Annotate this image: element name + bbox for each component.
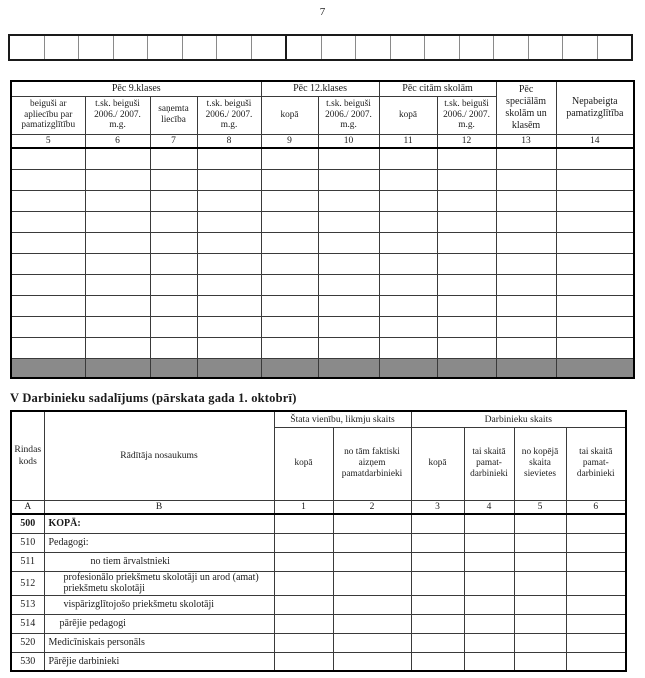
subheader-sanemta-lieciba: saņemta liecība — [150, 96, 197, 134]
table1-summary-cell — [496, 358, 556, 378]
table1-empty-cell — [379, 169, 437, 190]
col-number: 7 — [150, 134, 197, 148]
row-code: 530 — [11, 652, 44, 671]
table2-empty-cell — [464, 552, 514, 571]
table1-summary-cell — [318, 358, 379, 378]
table1-empty-cell — [150, 190, 197, 211]
table1-empty-cell — [150, 274, 197, 295]
col-index: 3 — [411, 500, 464, 514]
code-box-cell — [183, 36, 218, 59]
table1-empty-cell — [496, 295, 556, 316]
table2-row-500 — [11, 514, 626, 533]
table2-empty-cell — [411, 533, 464, 552]
code-box-cell — [598, 36, 632, 59]
row-label: pārējie pedagogi — [44, 614, 274, 633]
row-code: 520 — [11, 633, 44, 652]
table1-empty-cell — [11, 274, 85, 295]
table1-empty-cell — [318, 316, 379, 337]
subheader-kopa-staff: kopā — [274, 427, 333, 500]
table1-empty-cell — [379, 190, 437, 211]
table1-empty-cell — [261, 316, 318, 337]
table1-empty-cell — [11, 211, 85, 232]
table2-empty-cell — [566, 633, 626, 652]
table1-empty-cell — [437, 232, 496, 253]
table2-row-511 — [11, 552, 626, 571]
table2-empty-cell — [333, 595, 411, 614]
table1-empty-cell — [85, 190, 150, 211]
table2-empty-cell — [514, 595, 566, 614]
col-index: 6 — [566, 500, 626, 514]
table1-empty-cell — [496, 148, 556, 169]
table1-empty-cell — [496, 211, 556, 232]
table1-empty-row — [11, 316, 634, 337]
table1-empty-cell — [556, 274, 634, 295]
table1-empty-cell — [318, 232, 379, 253]
table1-empty-cell — [318, 190, 379, 211]
table2-empty-cell — [274, 614, 333, 633]
row-code: 500 — [11, 514, 44, 533]
table1-summary-cell — [85, 358, 150, 378]
table2-group-header-row — [11, 411, 626, 427]
table1-empty-cell — [379, 211, 437, 232]
table1-empty-row — [11, 211, 634, 232]
table2-empty-cell — [333, 533, 411, 552]
table1-empty-row — [11, 232, 634, 253]
table1-empty-cell — [437, 169, 496, 190]
table2-empty-cell — [566, 652, 626, 671]
table2-empty-cell — [464, 533, 514, 552]
table2-empty-cell — [411, 595, 464, 614]
table1-empty-cell — [261, 274, 318, 295]
table2-empty-cell — [514, 533, 566, 552]
table1-empty-cell — [11, 316, 85, 337]
table1-empty-cell — [437, 337, 496, 358]
row-label: profesionālo priekšmetu skolotāji un arod (amat) priekšmetu skolotāji — [44, 571, 274, 595]
col-number: 12 — [437, 134, 496, 148]
table1-empty-cell — [85, 169, 150, 190]
table1-empty-cell — [496, 274, 556, 295]
col-number: 11 — [379, 134, 437, 148]
table1-empty-cell — [150, 148, 197, 169]
table1-empty-cell — [437, 253, 496, 274]
table1-summary-cell — [150, 358, 197, 378]
table1-empty-cell — [261, 295, 318, 316]
table1-empty-cell — [85, 211, 150, 232]
table2-empty-cell — [411, 552, 464, 571]
table1-summary-cell — [437, 358, 496, 378]
table2-empty-cell — [274, 533, 333, 552]
section-title: V Darbinieku sadalījums (pārskata gada 1. oktobrī) — [10, 391, 297, 405]
table1-empty-cell — [197, 316, 261, 337]
code-box-cell — [114, 36, 149, 59]
row-label: no tiem ārvalstnieki — [44, 552, 274, 571]
row-label: vispārizglītojošo priekšmetu skolotāji — [44, 595, 274, 614]
table2-empty-cell — [333, 652, 411, 671]
table1-empty-cell — [556, 169, 634, 190]
row-label: Medicīniskais personāls — [44, 633, 274, 652]
group-darbinieku-skaits: Darbinieku skaits — [411, 411, 626, 427]
subheader-tsk-beigusi-2: t.sk. beiguši 2006./ 2007. m.g. — [197, 96, 261, 134]
table1-empty-cell — [318, 274, 379, 295]
table2-empty-cell — [411, 614, 464, 633]
table2-empty-cell — [464, 633, 514, 652]
table1-empty-cell — [85, 274, 150, 295]
table1-empty-cell — [261, 211, 318, 232]
col-index: A — [11, 500, 44, 514]
table1-empty-cell — [150, 232, 197, 253]
table1-empty-cell — [496, 316, 556, 337]
table2-empty-cell — [274, 514, 333, 533]
group-pec-9-klases: Pēc 9.klases — [11, 81, 261, 96]
table2-empty-cell — [464, 571, 514, 595]
table2-row-512 — [11, 571, 626, 595]
table1-empty-cell — [261, 190, 318, 211]
table2-empty-cell — [566, 614, 626, 633]
table1-empty-cell — [437, 295, 496, 316]
subheader-tai-skaita-pamat-1: tai skaitā pamat-darbinieki — [464, 427, 514, 500]
row-code: 512 — [11, 571, 44, 595]
col-number: 10 — [318, 134, 379, 148]
table1-empty-cell — [379, 274, 437, 295]
table1-empty-cell — [197, 232, 261, 253]
row-code: 514 — [11, 614, 44, 633]
table2-empty-cell — [274, 595, 333, 614]
table1-empty-cell — [556, 148, 634, 169]
table2-empty-cell — [566, 533, 626, 552]
col-index: 2 — [333, 500, 411, 514]
table1-empty-cell — [150, 253, 197, 274]
code-box-cell — [217, 36, 252, 59]
table1-empty-cell — [556, 295, 634, 316]
table2-empty-cell — [514, 571, 566, 595]
table1-empty-cell — [496, 190, 556, 211]
table2-empty-cell — [333, 614, 411, 633]
row-code: 510 — [11, 533, 44, 552]
table1-empty-row — [11, 169, 634, 190]
table2-empty-cell — [566, 571, 626, 595]
table2-empty-cell — [566, 514, 626, 533]
staff-table — [10, 410, 627, 672]
code-box-cell — [287, 36, 322, 59]
table2-empty-cell — [411, 571, 464, 595]
table1-summary-cell — [379, 358, 437, 378]
table1-empty-cell — [379, 316, 437, 337]
table1-empty-cell — [150, 316, 197, 337]
table2-empty-cell — [333, 633, 411, 652]
row-code: 513 — [11, 595, 44, 614]
col-number: 8 — [197, 134, 261, 148]
table1-empty-cell — [437, 316, 496, 337]
table1-empty-cell — [197, 274, 261, 295]
table2-empty-cell — [274, 571, 333, 595]
table2-empty-cell — [464, 595, 514, 614]
table1-empty-cell — [379, 232, 437, 253]
subheader-tsk-beigusi-3: t.sk. beiguši 2006./ 2007. m.g. — [318, 96, 379, 134]
group-pec-citam-skolam: Pēc citām skolām — [379, 81, 496, 96]
table1-summary-row — [11, 358, 634, 378]
table1-empty-cell — [556, 211, 634, 232]
table2-empty-cell — [566, 595, 626, 614]
table2-empty-cell — [464, 514, 514, 533]
table2-empty-cell — [514, 552, 566, 571]
subheader-no-tam-faktiski: no tām faktiski aizņem pamatdarbinieki — [333, 427, 411, 500]
table1-empty-cell — [496, 337, 556, 358]
table2-row-530 — [11, 652, 626, 671]
table1-empty-cell — [150, 295, 197, 316]
table1-empty-cell — [318, 148, 379, 169]
table1-empty-cell — [150, 211, 197, 232]
table1-empty-cell — [437, 211, 496, 232]
table2-index-row — [11, 500, 626, 514]
group-pec-12-klases: Pēc 12.klases — [261, 81, 379, 96]
table1-empty-cell — [261, 337, 318, 358]
table1-empty-cell — [556, 337, 634, 358]
col-number: 13 — [496, 134, 556, 148]
header-nepabeigta-pamatizglitiba: Nepabeigta pamatizglītība — [556, 81, 634, 134]
table1-empty-cell — [318, 169, 379, 190]
table2-row-520 — [11, 633, 626, 652]
col-number: 9 — [261, 134, 318, 148]
table1-empty-cell — [11, 295, 85, 316]
table1-empty-cell — [85, 253, 150, 274]
table2-empty-cell — [514, 633, 566, 652]
code-box-cell — [425, 36, 460, 59]
table2-empty-cell — [514, 652, 566, 671]
col-index: 5 — [514, 500, 566, 514]
code-box-cell — [460, 36, 495, 59]
table1-empty-cell — [318, 211, 379, 232]
code-boxes-row — [8, 34, 633, 61]
table1-empty-cell — [437, 274, 496, 295]
table1-empty-cell — [11, 169, 85, 190]
table1-empty-cell — [85, 148, 150, 169]
table2-body — [11, 514, 626, 671]
table1-empty-cell — [150, 169, 197, 190]
table1-empty-cell — [11, 253, 85, 274]
table1-summary-cell — [556, 358, 634, 378]
code-box-cell — [391, 36, 426, 59]
table1-summary-cell — [261, 358, 318, 378]
table2-empty-cell — [566, 552, 626, 571]
table1-empty-cell — [379, 337, 437, 358]
code-box-cell — [563, 36, 598, 59]
table2-empty-cell — [274, 652, 333, 671]
table1-empty-cell — [556, 190, 634, 211]
page-number: 7 — [319, 6, 326, 18]
table1-empty-cell — [318, 337, 379, 358]
col-index: 1 — [274, 500, 333, 514]
table1-empty-cell — [197, 337, 261, 358]
code-box-cell — [322, 36, 357, 59]
table1-empty-cell — [197, 253, 261, 274]
table1-empty-row — [11, 337, 634, 358]
table1-empty-row — [11, 148, 634, 169]
table1-empty-cell — [85, 232, 150, 253]
table1-empty-cell — [496, 253, 556, 274]
code-box-cell — [494, 36, 529, 59]
row-label: KOPĀ: — [44, 514, 274, 533]
table1-empty-cell — [261, 253, 318, 274]
table1-empty-cell — [85, 337, 150, 358]
table1-empty-cell — [197, 211, 261, 232]
header-rindas-kods: Rindas kods — [11, 411, 44, 500]
table1-empty-cell — [11, 232, 85, 253]
table2-row-514 — [11, 614, 626, 633]
table1-empty-cell — [556, 316, 634, 337]
table1-empty-cell — [197, 190, 261, 211]
table1-group-header-row — [11, 81, 634, 96]
table1-empty-cell — [556, 232, 634, 253]
table1-empty-row — [11, 274, 634, 295]
table1-empty-cell — [318, 253, 379, 274]
table2-empty-cell — [333, 514, 411, 533]
table1-empty-cell — [556, 253, 634, 274]
col-index: 4 — [464, 500, 514, 514]
table1-empty-cell — [85, 316, 150, 337]
table1-empty-cell — [85, 295, 150, 316]
table1-summary-cell — [11, 358, 85, 378]
table1-empty-cell — [318, 295, 379, 316]
row-code: 511 — [11, 552, 44, 571]
table2-empty-cell — [411, 652, 464, 671]
col-index: B — [44, 500, 274, 514]
table1-empty-cell — [379, 253, 437, 274]
table1-empty-cell — [197, 295, 261, 316]
header-raditaja-nosaukums: Rādītāja nosaukums — [44, 411, 274, 500]
code-box-cell — [148, 36, 183, 59]
table2-empty-cell — [274, 633, 333, 652]
table1-empty-cell — [261, 232, 318, 253]
table1-empty-cell — [496, 232, 556, 253]
table1-empty-row — [11, 190, 634, 211]
table1-empty-cell — [261, 169, 318, 190]
table1-empty-cell — [379, 148, 437, 169]
table1-empty-cell — [261, 148, 318, 169]
code-box-cell — [45, 36, 80, 59]
subheader-tai-skaita-pamat-2: tai skaitā pamat-darbinieki — [566, 427, 626, 500]
subheader-tsk-beigusi-1: t.sk. beiguši 2006./ 2007. m.g. — [85, 96, 150, 134]
table2-empty-cell — [464, 652, 514, 671]
subheader-kopa-1: kopā — [261, 96, 318, 134]
table2-empty-cell — [514, 614, 566, 633]
table2-empty-cell — [274, 552, 333, 571]
table1-empty-cell — [379, 295, 437, 316]
table2-empty-cell — [514, 514, 566, 533]
row-label: Pedagogi: — [44, 533, 274, 552]
table1-empty-row — [11, 253, 634, 274]
col-number: 14 — [556, 134, 634, 148]
subheader-beigusi-ar-apliecibu: beiguši ar apliecību par pamatizglītību — [11, 96, 85, 134]
table1-empty-cell — [197, 148, 261, 169]
group-stata-vienibu: Štata vienību, likmju skaits — [274, 411, 411, 427]
subheader-kopa-emp: kopā — [411, 427, 464, 500]
table1-empty-row — [11, 295, 634, 316]
code-box-cell — [79, 36, 114, 59]
col-number: 5 — [11, 134, 85, 148]
table2-row-513 — [11, 595, 626, 614]
code-box-cell — [356, 36, 391, 59]
table1-body — [11, 148, 634, 378]
graduates-table — [10, 80, 635, 379]
header-pec-specialam-skolam: Pēc speciālām skolām un klasēm — [496, 81, 556, 134]
code-box-cell — [529, 36, 564, 59]
table1-empty-cell — [150, 337, 197, 358]
table1-summary-cell — [197, 358, 261, 378]
table2-empty-cell — [411, 633, 464, 652]
table2-empty-cell — [464, 614, 514, 633]
table2-empty-cell — [333, 552, 411, 571]
table1-empty-cell — [437, 148, 496, 169]
table1-empty-cell — [437, 190, 496, 211]
table1-empty-cell — [11, 337, 85, 358]
table2-empty-cell — [333, 571, 411, 595]
row-label: Pārējie darbinieki — [44, 652, 274, 671]
subheader-no-kopeja-sievietes: no kopējā skaita sievietes — [514, 427, 566, 500]
table1-empty-cell — [11, 148, 85, 169]
col-number: 6 — [85, 134, 150, 148]
subheader-kopa-2: kopā — [379, 96, 437, 134]
table1-empty-cell — [496, 169, 556, 190]
subheader-tsk-beigusi-4: t.sk. beiguši 2006./ 2007. m.g. — [437, 96, 496, 134]
table1-empty-cell — [11, 190, 85, 211]
table2-row-510 — [11, 533, 626, 552]
table1-column-number-row — [11, 134, 634, 148]
table2-empty-cell — [411, 514, 464, 533]
code-box-cell — [10, 36, 45, 59]
table1-empty-cell — [197, 169, 261, 190]
code-box-cell — [252, 36, 288, 59]
